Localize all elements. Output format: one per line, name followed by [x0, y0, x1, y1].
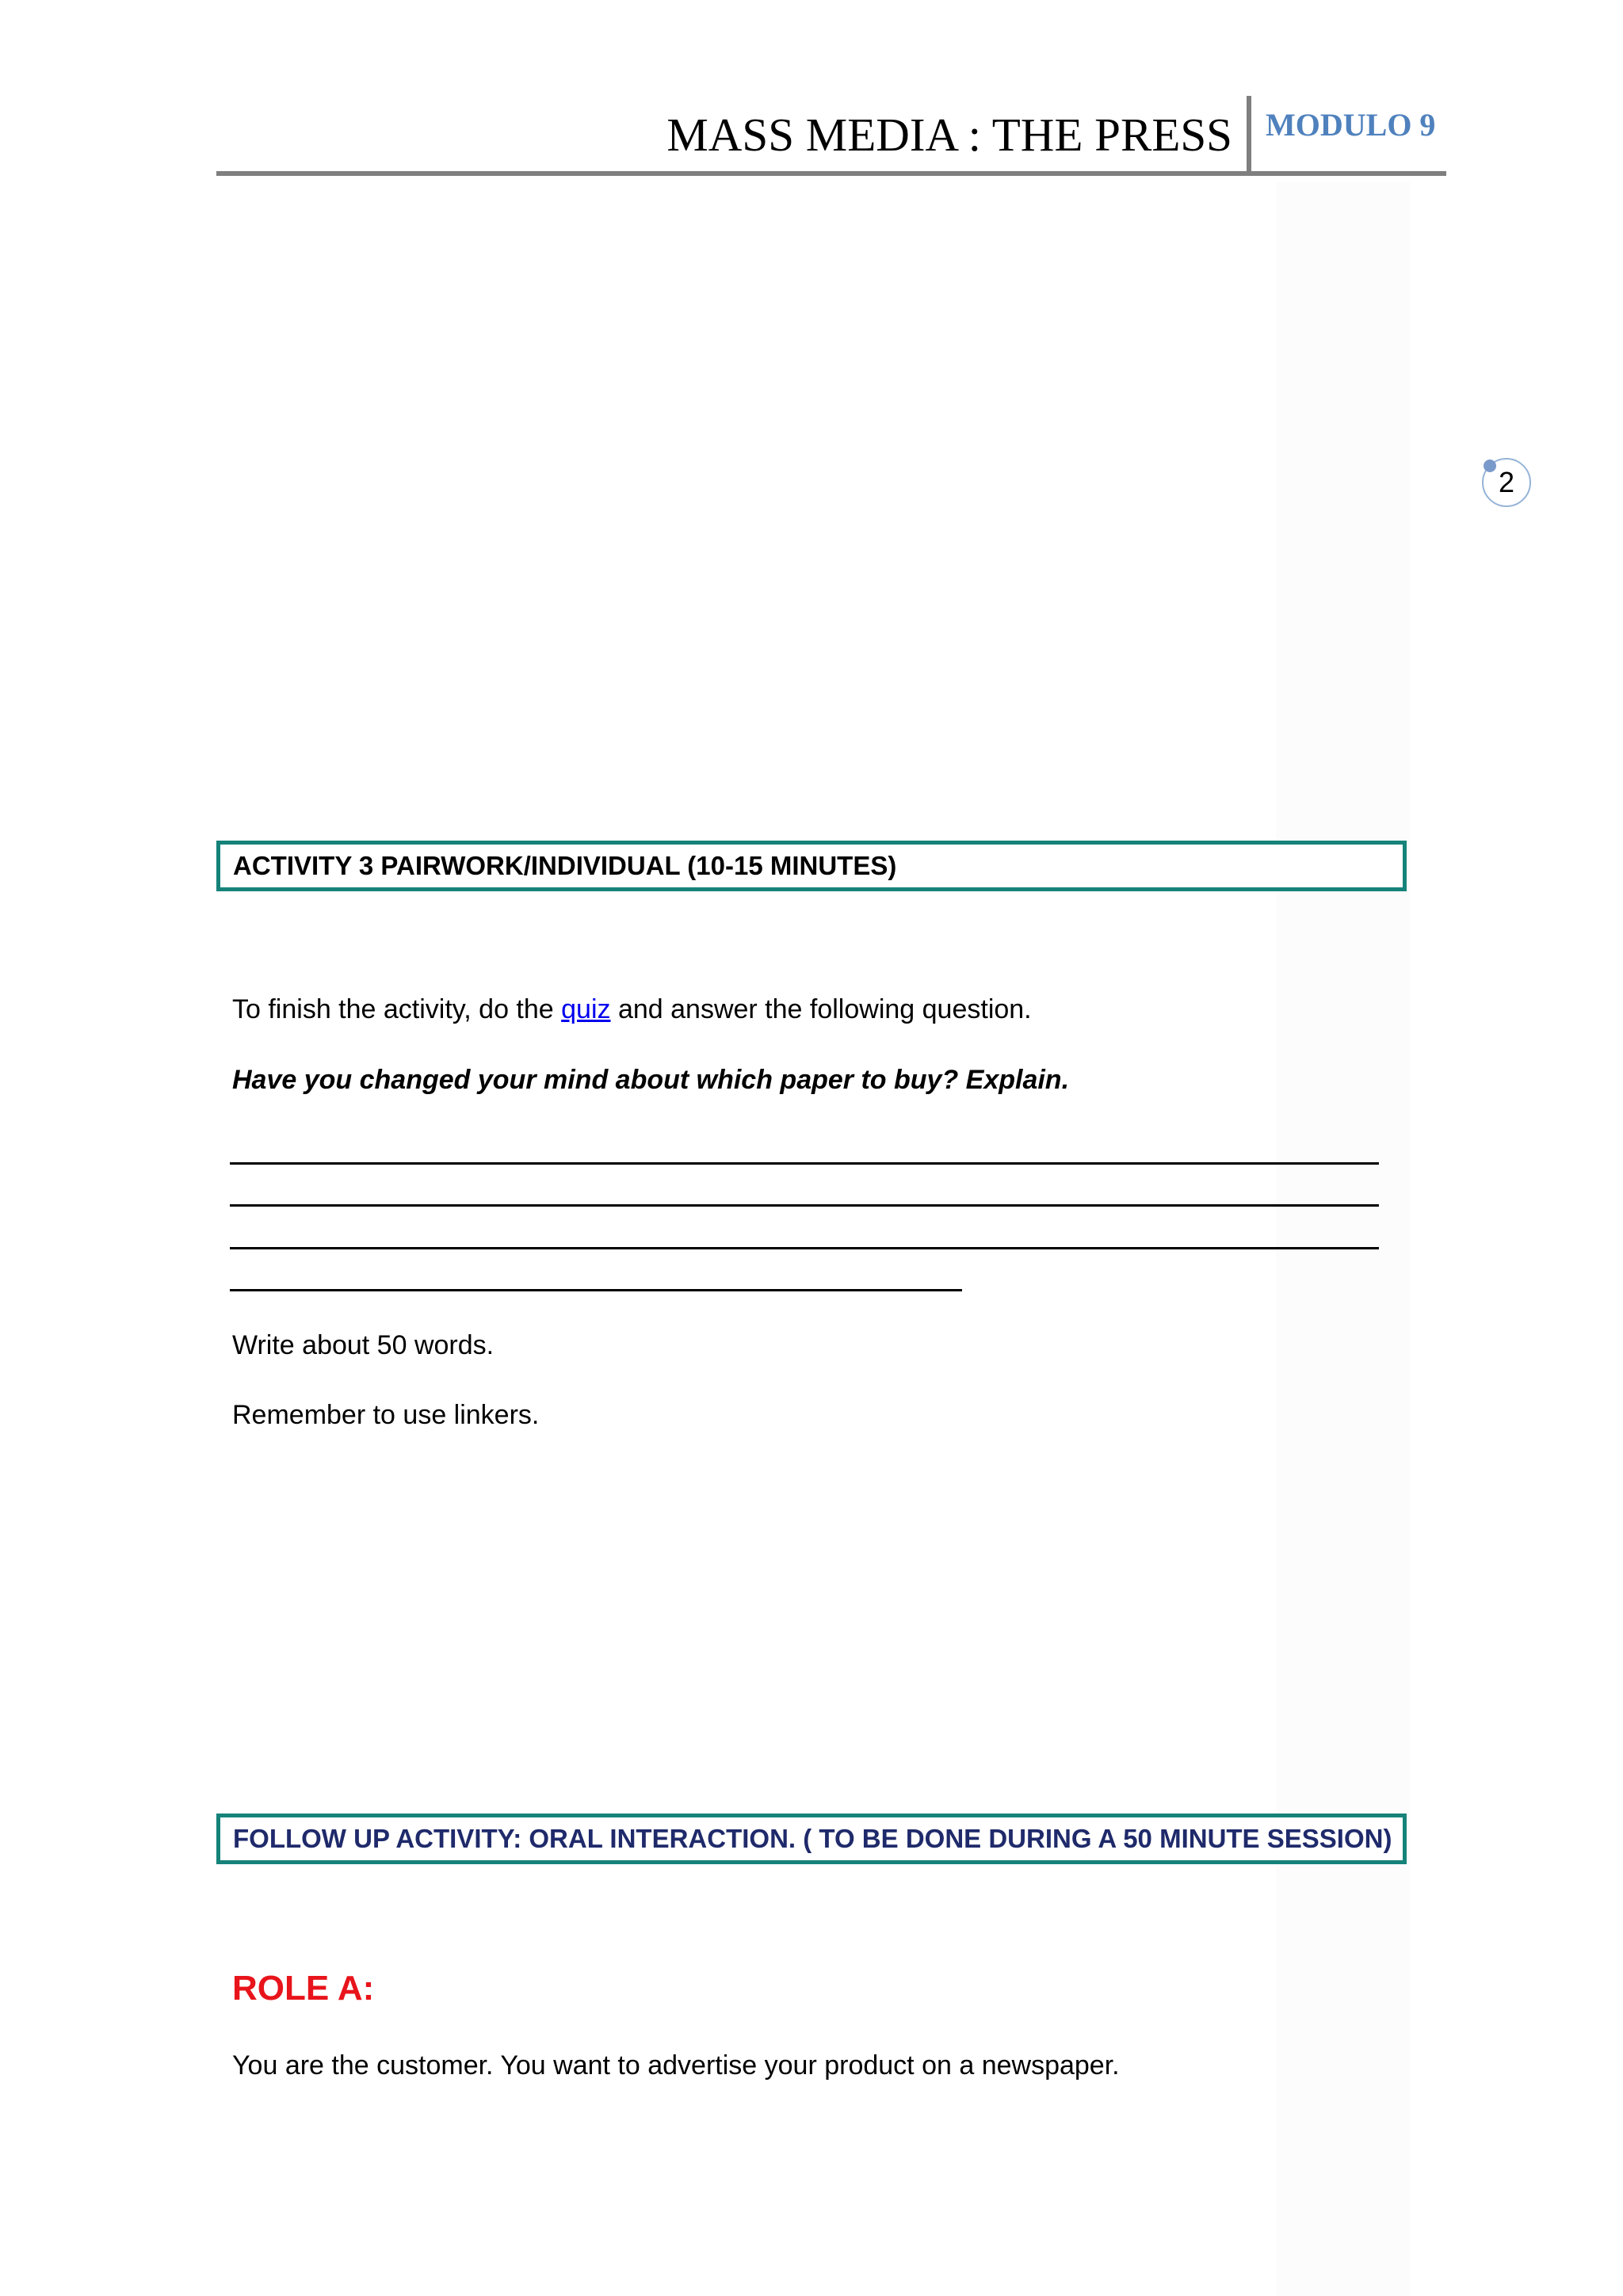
page-number: 2	[1498, 466, 1515, 498]
role-a-text: You are the customer. You want to advertise your product on a newspaper.	[232, 2050, 1120, 2081]
followup-heading-box	[216, 1814, 1407, 1864]
answer-line[interactable]	[230, 1162, 1379, 1165]
role-a-heading: ROLE A:	[232, 1969, 375, 2008]
page-number-dot-icon	[1484, 460, 1496, 472]
header-divider	[1247, 96, 1251, 172]
header-title: MASS MEDIA : THE PRESS	[666, 109, 1232, 161]
instruction-word-count: Write about 50 words.	[232, 1330, 495, 1360]
activity3-intro-before-link: To finish the activity, do the	[232, 994, 562, 1024]
activity3-question: Have you changed your mind about which paper to buy? Explain.	[232, 1065, 1070, 1095]
activity3-heading-box	[216, 841, 1407, 891]
header-module-label: MODULO 9	[1266, 107, 1436, 143]
activity3-intro	[232, 994, 1032, 1025]
activity3-heading: ACTIVITY 3 PAIRWORK/INDIVIDUAL (10-15 MINUTES)	[233, 851, 897, 880]
answer-line[interactable]	[230, 1204, 1379, 1207]
quiz-link[interactable]: quiz	[561, 994, 611, 1024]
instruction-linkers: Remember to use linkers.	[232, 1400, 540, 1430]
activity3-intro-after-link: and answer the following question.	[610, 994, 1032, 1024]
answer-line[interactable]	[230, 1247, 1379, 1249]
header-rule	[216, 171, 1446, 176]
page-margin-tint	[1276, 182, 1411, 2296]
followup-heading: FOLLOW UP ACTIVITY: ORAL INTERACTION. ( TO BE DONE DURING A 50 MINUTE SESSION)	[233, 1824, 1392, 1853]
answer-line[interactable]	[230, 1289, 962, 1291]
